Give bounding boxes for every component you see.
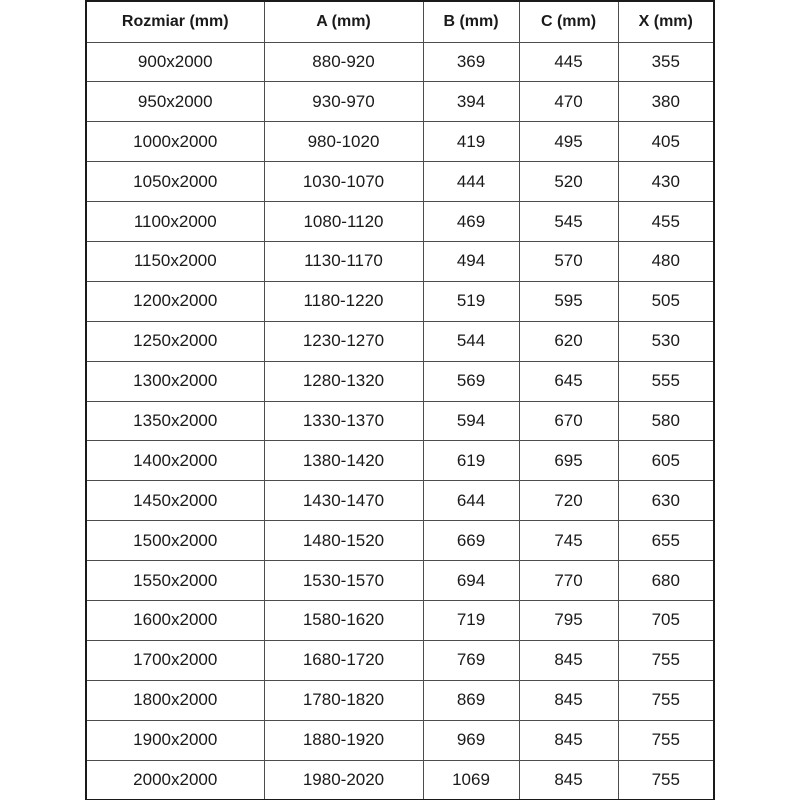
table-cell: 495: [519, 122, 618, 162]
table-cell: 950x2000: [86, 82, 264, 122]
table-cell: 669: [423, 521, 519, 561]
table-cell: 394: [423, 82, 519, 122]
table-cell: 620: [519, 321, 618, 361]
table-cell: 845: [519, 720, 618, 760]
table-cell: 1500x2000: [86, 521, 264, 561]
table-cell: 720: [519, 481, 618, 521]
table-cell: 755: [618, 720, 714, 760]
table-cell: 680: [618, 561, 714, 601]
table-cell: 555: [618, 361, 714, 401]
table-row: [86, 441, 714, 481]
table-cell: 1280-1320: [264, 361, 423, 401]
table-cell: 1600x2000: [86, 600, 264, 640]
header-cell: Rozmiar (mm): [86, 1, 264, 42]
table-cell: 570: [519, 241, 618, 281]
table-cell: 1350x2000: [86, 401, 264, 441]
table-cell: 1130-1170: [264, 241, 423, 281]
header-row: [86, 1, 714, 42]
table-cell: 1080-1120: [264, 202, 423, 242]
table-row: [86, 42, 714, 82]
table-cell: 880-920: [264, 42, 423, 82]
table-row: [86, 481, 714, 521]
table-cell: 969: [423, 720, 519, 760]
table-cell: 1880-1920: [264, 720, 423, 760]
table-cell: 1450x2000: [86, 481, 264, 521]
table-row: [86, 561, 714, 601]
table-cell: 1380-1420: [264, 441, 423, 481]
table-cell: 605: [618, 441, 714, 481]
table-cell: 595: [519, 281, 618, 321]
table-cell: 1330-1370: [264, 401, 423, 441]
table-row: [86, 202, 714, 242]
table-cell: 1980-2020: [264, 760, 423, 800]
table-cell: 655: [618, 521, 714, 561]
table-cell: 494: [423, 241, 519, 281]
table-cell: 480: [618, 241, 714, 281]
table-cell: 1680-1720: [264, 640, 423, 680]
table-cell: 470: [519, 82, 618, 122]
table-cell: 1480-1520: [264, 521, 423, 561]
table-row: [86, 241, 714, 281]
table-cell: 845: [519, 680, 618, 720]
table-cell: 519: [423, 281, 519, 321]
table-cell: 1050x2000: [86, 162, 264, 202]
table-cell: 1530-1570: [264, 561, 423, 601]
table-cell: 619: [423, 441, 519, 481]
table-cell: 1430-1470: [264, 481, 423, 521]
table-cell: 719: [423, 600, 519, 640]
table-cell: 900x2000: [86, 42, 264, 82]
table-cell: 530: [618, 321, 714, 361]
table-cell: 444: [423, 162, 519, 202]
table-cell: 1180-1220: [264, 281, 423, 321]
header-cell: C (mm): [519, 1, 618, 42]
table-cell: 1000x2000: [86, 122, 264, 162]
table-cell: 1580-1620: [264, 600, 423, 640]
table-cell: 930-970: [264, 82, 423, 122]
table-cell: 745: [519, 521, 618, 561]
table-row: [86, 760, 714, 800]
table-row: [86, 321, 714, 361]
table-cell: 1150x2000: [86, 241, 264, 281]
table-cell: 845: [519, 640, 618, 680]
table-cell: 1800x2000: [86, 680, 264, 720]
table-row: [86, 361, 714, 401]
table-header: [86, 1, 714, 42]
header-cell: A (mm): [264, 1, 423, 42]
table-cell: 1900x2000: [86, 720, 264, 760]
table-cell: 645: [519, 361, 618, 401]
table-cell: 770: [519, 561, 618, 601]
table-cell: 1550x2000: [86, 561, 264, 601]
table-cell: 520: [519, 162, 618, 202]
table-cell: 545: [519, 202, 618, 242]
table-row: [86, 401, 714, 441]
table-cell: 1230-1270: [264, 321, 423, 361]
table-row: [86, 720, 714, 760]
table-row: [86, 122, 714, 162]
table-cell: 1100x2000: [86, 202, 264, 242]
table-cell: 1780-1820: [264, 680, 423, 720]
table-cell: 580: [618, 401, 714, 441]
table-cell: 1700x2000: [86, 640, 264, 680]
table-cell: 1200x2000: [86, 281, 264, 321]
size-dimensions-table: [85, 0, 715, 800]
header-cell: X (mm): [618, 1, 714, 42]
table-cell: 755: [618, 640, 714, 680]
table-cell: 755: [618, 760, 714, 800]
table-cell: 355: [618, 42, 714, 82]
table-cell: 419: [423, 122, 519, 162]
table-cell: 369: [423, 42, 519, 82]
table-cell: 445: [519, 42, 618, 82]
table-cell: 544: [423, 321, 519, 361]
table-row: [86, 82, 714, 122]
table-row: [86, 640, 714, 680]
table-cell: 1300x2000: [86, 361, 264, 401]
table-row: [86, 162, 714, 202]
table-cell: 695: [519, 441, 618, 481]
table-cell: 670: [519, 401, 618, 441]
table-cell: 869: [423, 680, 519, 720]
table-row: [86, 521, 714, 561]
table-body: [86, 42, 714, 800]
table-cell: 430: [618, 162, 714, 202]
table-cell: 795: [519, 600, 618, 640]
table-row: [86, 600, 714, 640]
table-cell: 405: [618, 122, 714, 162]
table-cell: 594: [423, 401, 519, 441]
table-cell: 380: [618, 82, 714, 122]
table-cell: 630: [618, 481, 714, 521]
table-cell: 569: [423, 361, 519, 401]
table-cell: 845: [519, 760, 618, 800]
table-cell: 1250x2000: [86, 321, 264, 361]
table-cell: 980-1020: [264, 122, 423, 162]
table-cell: 1030-1070: [264, 162, 423, 202]
header-cell: B (mm): [423, 1, 519, 42]
table-cell: 1400x2000: [86, 441, 264, 481]
table-cell: 2000x2000: [86, 760, 264, 800]
table-cell: 769: [423, 640, 519, 680]
table-cell: 455: [618, 202, 714, 242]
table-cell: 1069: [423, 760, 519, 800]
table-cell: 705: [618, 600, 714, 640]
table-cell: 505: [618, 281, 714, 321]
table-cell: 469: [423, 202, 519, 242]
table-row: [86, 680, 714, 720]
table-cell: 644: [423, 481, 519, 521]
table-cell: 694: [423, 561, 519, 601]
table-cell: 755: [618, 680, 714, 720]
table-row: [86, 281, 714, 321]
